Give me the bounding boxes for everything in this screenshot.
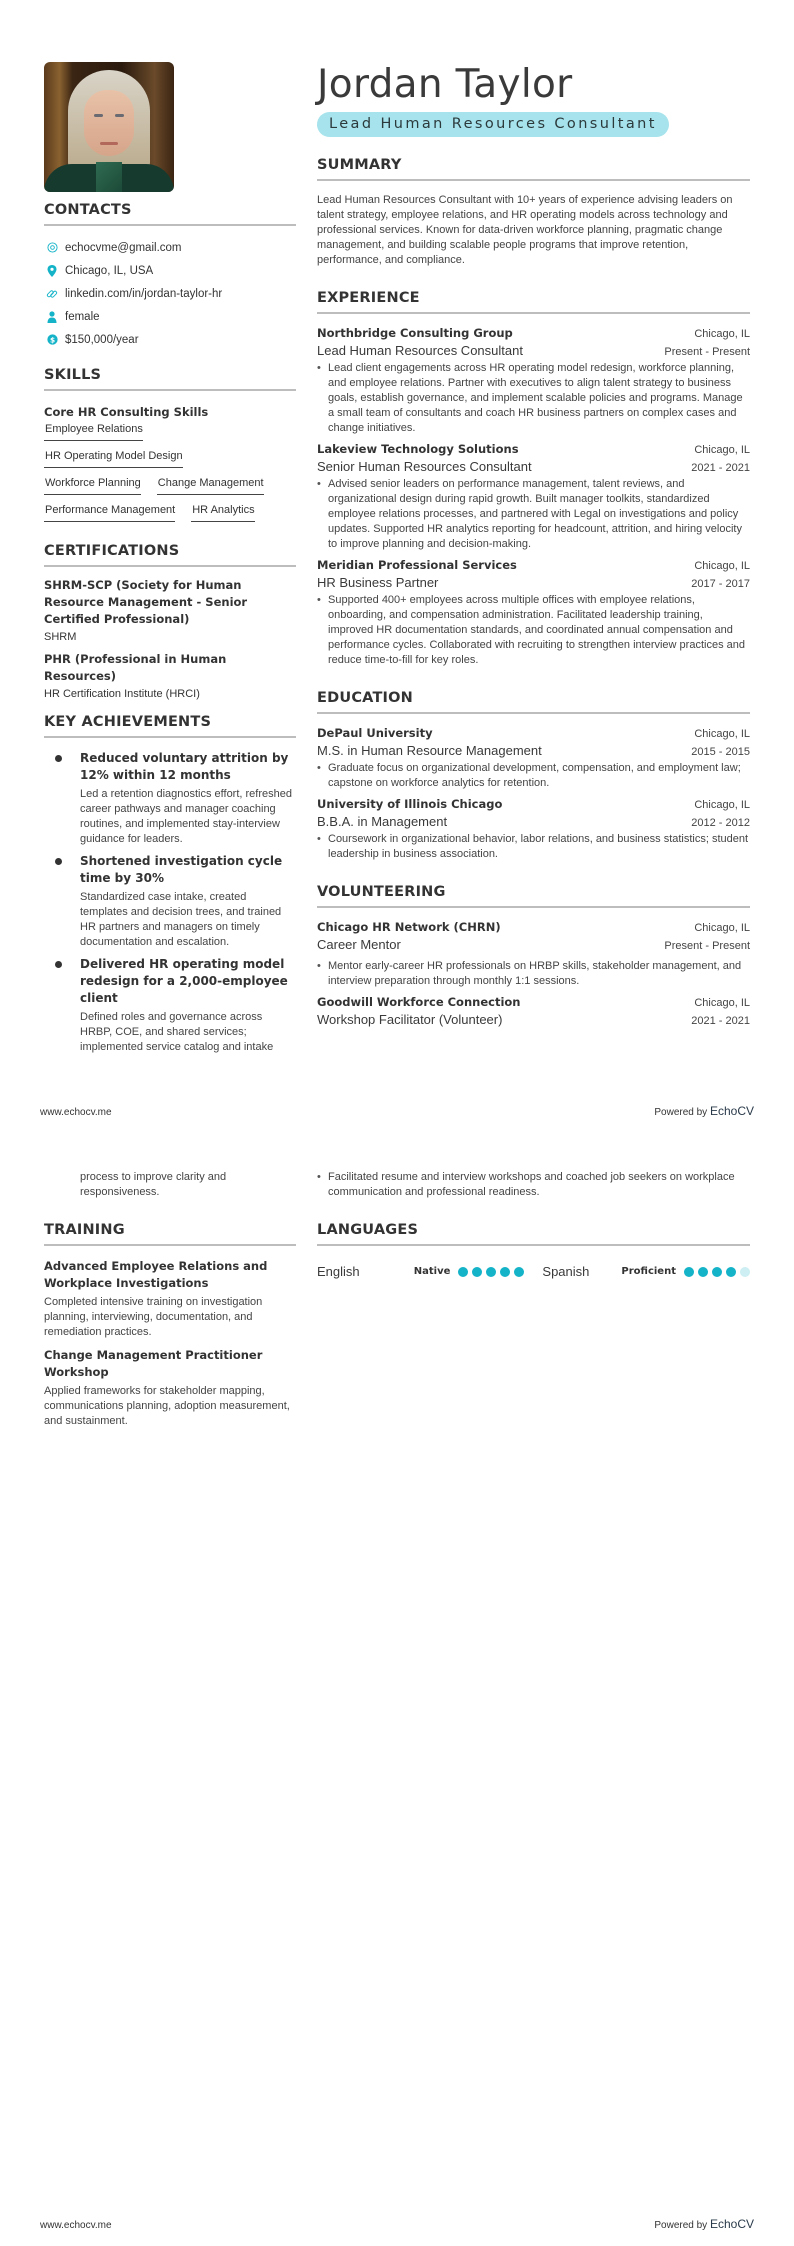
skill-tag: Employee Relations [44, 421, 143, 441]
contact-linkedin-text: linkedin.com/in/jordan-taylor-hr [65, 287, 223, 300]
skill-tag: Performance Management [44, 502, 175, 522]
achievement-item-continued [44, 1170, 296, 1200]
school-location: Chicago, IL [694, 799, 750, 811]
job-role: HR Business Partner [317, 575, 439, 590]
education-entry [317, 797, 750, 862]
contact-location-text: Chicago, IL, USA [65, 264, 154, 277]
achievement-desc: Defined roles and governance across HRBP, COE, and shared services; implemented service catalog and intake [80, 1011, 274, 1053]
achievement-title: Reduced voluntary attrition by 12% within 12 months [80, 751, 289, 782]
achievement-desc: Standardized case intake, created templates and decision trees, and trained HR partners and managers on timely documentation and escalation. [80, 891, 282, 948]
divider [44, 389, 296, 391]
page-footer [40, 2217, 754, 2231]
rating-dot-filled-icon [698, 1267, 708, 1277]
achievement-item [44, 853, 296, 950]
candidate-name: Jordan Taylor [317, 62, 573, 107]
divider [44, 224, 296, 226]
job-location: Chicago, IL [694, 328, 750, 340]
achievements-section [44, 714, 296, 1055]
education-description: • Coursework in organizational behavior, labor relations, and business statistics; student leadership in business association. [317, 832, 750, 862]
job-title-badge: Lead Human Resources Consultant [317, 112, 669, 137]
svg-text:$: $ [49, 335, 55, 345]
training-desc: Completed intensive training on investigation planning, interviewing, documentation, and remediation practices. [44, 1296, 263, 1338]
school-name: DePaul University [317, 726, 433, 740]
certification-name: SHRM-SCP (Society for Human Resource Management - Senior Certified Professional) [44, 578, 248, 626]
certification-item [44, 577, 296, 643]
footer-site-link[interactable]: www.echocv.me [40, 2220, 112, 2231]
profile-photo [44, 62, 174, 192]
volunteering-entry [317, 995, 750, 1027]
at-icon [46, 242, 58, 254]
languages-list [317, 1264, 750, 1279]
achievement-title: Shortened investigation cycle time by 30% [80, 854, 283, 885]
company-name: Lakeview Technology Solutions [317, 442, 519, 456]
achievement-item [44, 956, 296, 1055]
language-rating-english [458, 1267, 524, 1277]
job-description: • Supported 400+ employees across multiple offices with employee relations, onboarding, and compensation administration. Facilitated leadership training, improved HR documentation standards, and coordinated annual compensation and performance cycles. Collaborated with recruiting to strengthen interview practices and reduce time-to-fill for key roles. [317, 593, 750, 668]
skill-tag: HR Analytics [191, 502, 254, 522]
skill-group-title: Core HR Consulting Skills [44, 405, 209, 419]
experience-entry [317, 326, 750, 436]
training-section [44, 1222, 296, 1429]
bullet-icon [55, 755, 62, 762]
section-title-education: EDUCATION [317, 690, 414, 706]
footer-powered-by: Powered by EchoCV [654, 1104, 754, 1118]
language-rating-spanish [684, 1267, 750, 1277]
language-level: Native [413, 1266, 451, 1277]
job-location: Chicago, IL [694, 444, 750, 456]
volunteer-description: • Facilitated resume and interview workshops and coached job seekers on workplace communication and professional readiness. [317, 1170, 750, 1200]
section-title-summary: SUMMARY [317, 157, 402, 173]
summary-text: Lead Human Resources Consultant with 10+ years of experience advising leaders on talent strategy, employee relations, and HR operating models across technology and professional services. Known for data-driven workforce planning, pragmatic change management, and building scalable people programs that improve retention, performance, and compliance. [317, 194, 733, 266]
training-title: Change Management Practitioner Workshop [44, 1348, 263, 1379]
summary-section [317, 157, 750, 268]
footer-site-link[interactable]: www.echocv.me [40, 1107, 112, 1118]
rating-dot-filled-icon [712, 1267, 722, 1277]
contacts-section [44, 202, 296, 351]
job-dates: 2017 - 2017 [691, 578, 750, 590]
footer-brand: EchoCV [709, 2217, 754, 2231]
certification-issuer: HR Certification Institute (HRCI) [44, 688, 200, 700]
job-role: Senior Human Resources Consultant [317, 459, 532, 474]
section-title-certifications: CERTIFICATIONS [44, 543, 180, 559]
page-footer [40, 1104, 754, 1118]
volunteer-role: Career Mentor [317, 937, 401, 952]
organization-name: Goodwill Workforce Connection [317, 995, 521, 1009]
contact-email-text: echocvme@gmail.com [65, 241, 182, 254]
company-name: Northbridge Consulting Group [317, 326, 513, 340]
person-icon [46, 311, 58, 323]
volunteer-role: Workshop Facilitator (Volunteer) [317, 1012, 503, 1027]
location-pin-icon [46, 265, 58, 277]
contact-gender [44, 305, 296, 328]
job-role: Lead Human Resources Consultant [317, 343, 523, 358]
right-column [317, 1167, 750, 1279]
education-dates: 2015 - 2015 [691, 746, 750, 758]
contact-location [44, 259, 296, 282]
dollar-icon [46, 334, 58, 346]
achievement-desc: Led a retention diagnostics effort, refreshed career pathways and manager coaching routines, and implemented stay-interview guidance for leaders. [80, 788, 292, 845]
skill-tag: HR Operating Model Design [44, 448, 183, 468]
rating-dot-filled-icon [486, 1267, 496, 1277]
job-dates: Present - Present [664, 346, 750, 358]
volunteer-dates: 2021 - 2021 [691, 1015, 750, 1027]
bullet-icon [55, 961, 62, 968]
certification-item [44, 651, 296, 700]
section-title-experience: EXPERIENCE [317, 290, 420, 306]
section-title-languages: LANGUAGES [317, 1222, 419, 1238]
training-desc: Applied frameworks for stakeholder mapping, communications planning, adoption measurement, and sustainment. [44, 1385, 290, 1427]
contact-linkedin[interactable] [44, 282, 296, 305]
education-entry [317, 726, 750, 791]
section-title-volunteering: VOLUNTEERING [317, 884, 446, 900]
organization-location: Chicago, IL [694, 922, 750, 934]
degree: M.S. in Human Resource Management [317, 743, 542, 758]
organization-name: Chicago HR Network (CHRN) [317, 920, 501, 934]
language-name: English [317, 1264, 360, 1279]
certifications-section [44, 543, 296, 700]
achievement-title: Delivered HR operating model redesign for a 2,000-employee client [80, 957, 288, 1005]
contact-email[interactable] [44, 236, 296, 259]
section-title-achievements: KEY ACHIEVEMENTS [44, 714, 212, 730]
job-description: • Lead client engagements across HR operating model redesign, workforce planning, and employee relations. Partner with executives to align talent strategy to business goals, establish governance, and implement scalable policies and programs. Manage a small team of consultants and coach HR business partners on complex cases and change initiatives. [317, 361, 750, 436]
skills-section [44, 367, 296, 529]
rating-dot-filled-icon [726, 1267, 736, 1277]
divider [44, 1244, 296, 1246]
footer-powered-by: Powered by EchoCV [654, 2217, 754, 2231]
job-dates: 2021 - 2021 [691, 462, 750, 474]
school-name: University of Illinois Chicago [317, 797, 503, 811]
education-description: • Graduate focus on organizational development, compensation, and employment law; capstone on workforce analytics for retention. [317, 761, 750, 791]
experience-entry [317, 442, 750, 552]
organization-location: Chicago, IL [694, 997, 750, 1009]
training-title: Advanced Employee Relations and Workplace Investigations [44, 1259, 268, 1290]
achievement-item [44, 750, 296, 847]
volunteer-dates: Present - Present [664, 940, 750, 952]
link-icon [46, 288, 58, 300]
training-item [44, 1258, 296, 1340]
resume-page-2 [0, 1123, 794, 2246]
left-column [44, 62, 296, 1061]
skill-tag: Workforce Planning [44, 475, 141, 495]
divider [317, 1244, 750, 1246]
certification-name: PHR (Professional in Human Resources) [44, 652, 227, 683]
contact-salary-text: $150,000/year [65, 333, 139, 346]
certification-issuer: SHRM [44, 631, 77, 643]
school-location: Chicago, IL [694, 728, 750, 740]
left-column [44, 1167, 296, 1436]
section-title-training: TRAINING [44, 1222, 125, 1238]
section-title-skills: SKILLS [44, 367, 102, 383]
rating-dot-empty-icon [740, 1267, 750, 1277]
rating-dot-filled-icon [684, 1267, 694, 1277]
divider [317, 312, 750, 314]
divider [44, 565, 296, 567]
divider [317, 906, 750, 908]
education-dates: 2012 - 2012 [691, 817, 750, 829]
rating-dot-filled-icon [472, 1267, 482, 1277]
languages-section [317, 1222, 750, 1279]
education-section [317, 690, 750, 862]
rating-dot-filled-icon [458, 1267, 468, 1277]
degree: B.B.A. in Management [317, 814, 448, 829]
contact-salary [44, 328, 296, 351]
skills-list [44, 421, 296, 529]
divider [317, 179, 750, 181]
language-level: Proficient [621, 1266, 676, 1277]
contact-gender-text: female [65, 310, 100, 323]
footer-brand: EchoCV [709, 1104, 754, 1118]
achievement-desc: process to improve clarity and responsiveness. [80, 1171, 227, 1198]
rating-dot-filled-icon [500, 1267, 510, 1277]
experience-section [317, 290, 750, 668]
job-description: • Advised senior leaders on performance management, talent reviews, and organizational design during rapid growth. Built manager toolkits, standardized employee relations processes, and partnered with Legal on investigations and policy updates. Supported HR analytics reporting for headcount, attrition, and hiring velocity to improve planning and decision-making. [317, 477, 750, 552]
training-item [44, 1347, 296, 1429]
right-column [317, 62, 750, 1027]
experience-entry [317, 558, 750, 668]
language-name: Spanish [542, 1264, 590, 1279]
divider [317, 712, 750, 714]
rating-dot-filled-icon [514, 1267, 524, 1277]
volunteering-section [317, 884, 750, 1027]
job-location: Chicago, IL [694, 560, 750, 572]
volunteering-entry [317, 920, 750, 989]
company-name: Meridian Professional Services [317, 558, 517, 572]
bullet-icon [55, 858, 62, 865]
skill-tag: Change Management [157, 475, 264, 495]
divider [44, 736, 296, 738]
section-title-contacts: CONTACTS [44, 202, 132, 218]
volunteer-description: • Mentor early-career HR professionals on HRBP skills, stakeholder management, and interview preparation through monthly 1:1 sessions. [317, 959, 750, 989]
